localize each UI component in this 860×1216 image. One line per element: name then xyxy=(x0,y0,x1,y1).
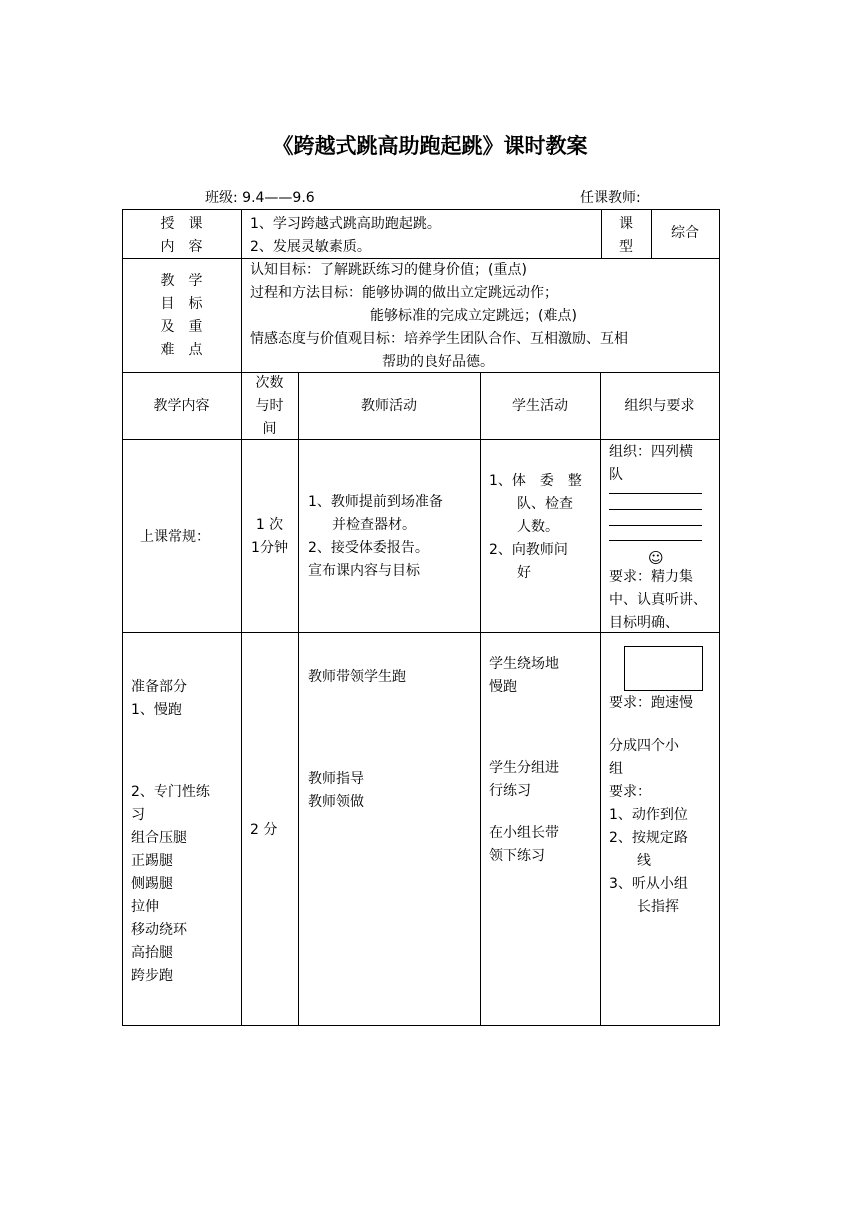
row4-org-a: 要求：跑速慢 xyxy=(609,695,693,711)
row4-teacher-b xyxy=(308,768,478,814)
row3-student-line: 好 xyxy=(517,565,531,581)
row1-label xyxy=(122,213,241,259)
row4-org-line: 1、动作到位 xyxy=(609,807,688,823)
row4-content-line: 移动绕环 xyxy=(131,922,187,938)
formation-line xyxy=(609,525,702,526)
row1-content-line: 1、学习跨越式跳高助跑起跳。 xyxy=(250,216,441,232)
type-label-line: 型 xyxy=(619,239,633,255)
row4-org-line: 长指挥 xyxy=(637,899,679,915)
header-content: 教学内容 xyxy=(153,398,210,414)
row3-student-line: 队、检查 xyxy=(517,496,573,512)
row4-content-b xyxy=(131,781,239,988)
header-org: 组织与要求 xyxy=(624,398,695,414)
row2-label-line: 难 点 xyxy=(160,342,203,358)
row3-teacher-line: 宣布课内容与目标 xyxy=(308,563,420,579)
row4-student-line: 学生绕场地 xyxy=(489,656,559,672)
row4-org-line: 要求： xyxy=(609,784,651,800)
row4-teacher-line: 教师领做 xyxy=(308,794,364,810)
goal-line: 能够标准的完成立定跳远；(难点) xyxy=(370,308,577,324)
header-count-line: 间 xyxy=(262,421,277,437)
goal-line: 过程和方法目标：能够协调的做出立定跳远动作； xyxy=(250,285,558,301)
row4-org-line: 线 xyxy=(637,853,651,869)
goal-line: 认知目标：了解跳跃练习的健身价值；(重点) xyxy=(250,262,527,278)
row1-content xyxy=(250,213,595,259)
row4-content xyxy=(131,676,239,722)
row3-time xyxy=(241,514,298,560)
row4-student-line: 领下练习 xyxy=(489,848,545,864)
row3-student-line: 人数。 xyxy=(517,519,559,535)
teacher-label: 任课教师: xyxy=(580,190,641,206)
row4-content-line: 组合压腿 xyxy=(131,830,187,846)
row4-content-line: 拉伸 xyxy=(131,899,159,915)
row4-content-line: 侧踢腿 xyxy=(131,876,173,892)
row4-student-line: 行练习 xyxy=(489,783,531,799)
row2-label xyxy=(122,270,241,362)
row3-teacher-line: 2、接受体委报告。 xyxy=(308,540,429,556)
row3-student-line: 2、向教师问 xyxy=(489,542,568,558)
row2-label-line: 教 学 xyxy=(160,273,203,289)
row3-teacher-line: 并检查器材。 xyxy=(332,517,416,533)
type-label xyxy=(601,213,651,259)
row4-content-line: 2、专门性练 xyxy=(131,784,210,800)
teacher-position-icon: ☺ xyxy=(648,549,664,567)
row4-student-line: 在小组长带 xyxy=(489,825,559,841)
goal-line: 情感态度与价值观目标：培养学生团队合作、互相激励、互相 xyxy=(250,331,628,347)
row4-org-line: 组 xyxy=(609,761,623,777)
header-count-line: 与时 xyxy=(255,398,284,414)
row3-org-line: 队 xyxy=(609,467,623,483)
row3-teacher xyxy=(308,491,480,583)
row3-org-line: 组织：四列横 xyxy=(609,444,693,460)
row4-content-line: 跨步跑 xyxy=(131,968,173,984)
formation-line xyxy=(609,540,702,541)
row3-student xyxy=(489,470,597,585)
row2-goals xyxy=(250,259,716,374)
row4-content-line: 高抬腿 xyxy=(131,945,173,961)
row4-org-line: 3、听从小组 xyxy=(609,876,688,892)
header-count-time xyxy=(241,372,298,441)
row3-req-line: 中、认真听讲、 xyxy=(609,592,707,608)
row4-content-line: 准备部分 xyxy=(131,679,187,695)
row2-label-line: 目 标 xyxy=(160,296,203,312)
row3-content: 上课常规： xyxy=(140,529,210,545)
row4-org-line: 2、按规定路 xyxy=(609,830,688,846)
row4-teacher-line: 教师指导 xyxy=(308,771,364,787)
header-student: 学生活动 xyxy=(512,398,568,414)
row4-content-line: 习 xyxy=(131,807,145,823)
row3-time-line: 1 次 xyxy=(255,517,284,533)
row4-student-line: 慢跑 xyxy=(489,679,517,695)
row3-teacher-line: 1、教师提前到场准备 xyxy=(308,494,443,510)
row1-label-line: 授 课 xyxy=(160,216,203,232)
row3-student-line: 1、体 委 整 xyxy=(489,473,582,489)
row4-teacher-a: 教师带领学生跑 xyxy=(308,669,406,685)
row4-time: 2 分 xyxy=(250,822,278,838)
row3-req-line: 目标明确、 xyxy=(609,615,679,631)
header-teacher: 教师活动 xyxy=(361,398,417,414)
row3-req-line: 要求：精力集 xyxy=(609,569,693,585)
goal-line: 帮助的良好品德。 xyxy=(382,354,494,370)
row3-time-line: 1分钟 xyxy=(251,540,288,556)
row4-org-line: 分成四个小 xyxy=(609,738,679,754)
row4-content-line: 正踢腿 xyxy=(131,853,173,869)
formation-line xyxy=(609,493,702,494)
row3-req xyxy=(609,566,717,635)
document-title: 《跨越式跳高助跑起跳》课时教案 xyxy=(272,134,588,158)
row4-student-a xyxy=(489,653,597,699)
type-value: 综合 xyxy=(671,225,699,241)
header-count-line: 次数 xyxy=(255,375,284,391)
row1-content-line: 2、发展灵敏素质。 xyxy=(250,239,371,255)
row4-student-b xyxy=(489,757,597,803)
row1-label-line: 内 容 xyxy=(160,239,203,255)
row4-content-line: 1、慢跑 xyxy=(131,702,182,718)
row3-org xyxy=(609,441,717,487)
type-label-line: 课 xyxy=(619,216,633,232)
running-field-diagram xyxy=(624,646,703,691)
row4-student-line: 学生分组进 xyxy=(489,760,559,776)
row4-student-c xyxy=(489,822,597,868)
row4-org-b xyxy=(609,735,717,919)
formation-line xyxy=(609,509,702,510)
row2-label-line: 及 重 xyxy=(160,319,203,335)
class-label: 班级: 9.4——9.6 xyxy=(205,190,315,206)
